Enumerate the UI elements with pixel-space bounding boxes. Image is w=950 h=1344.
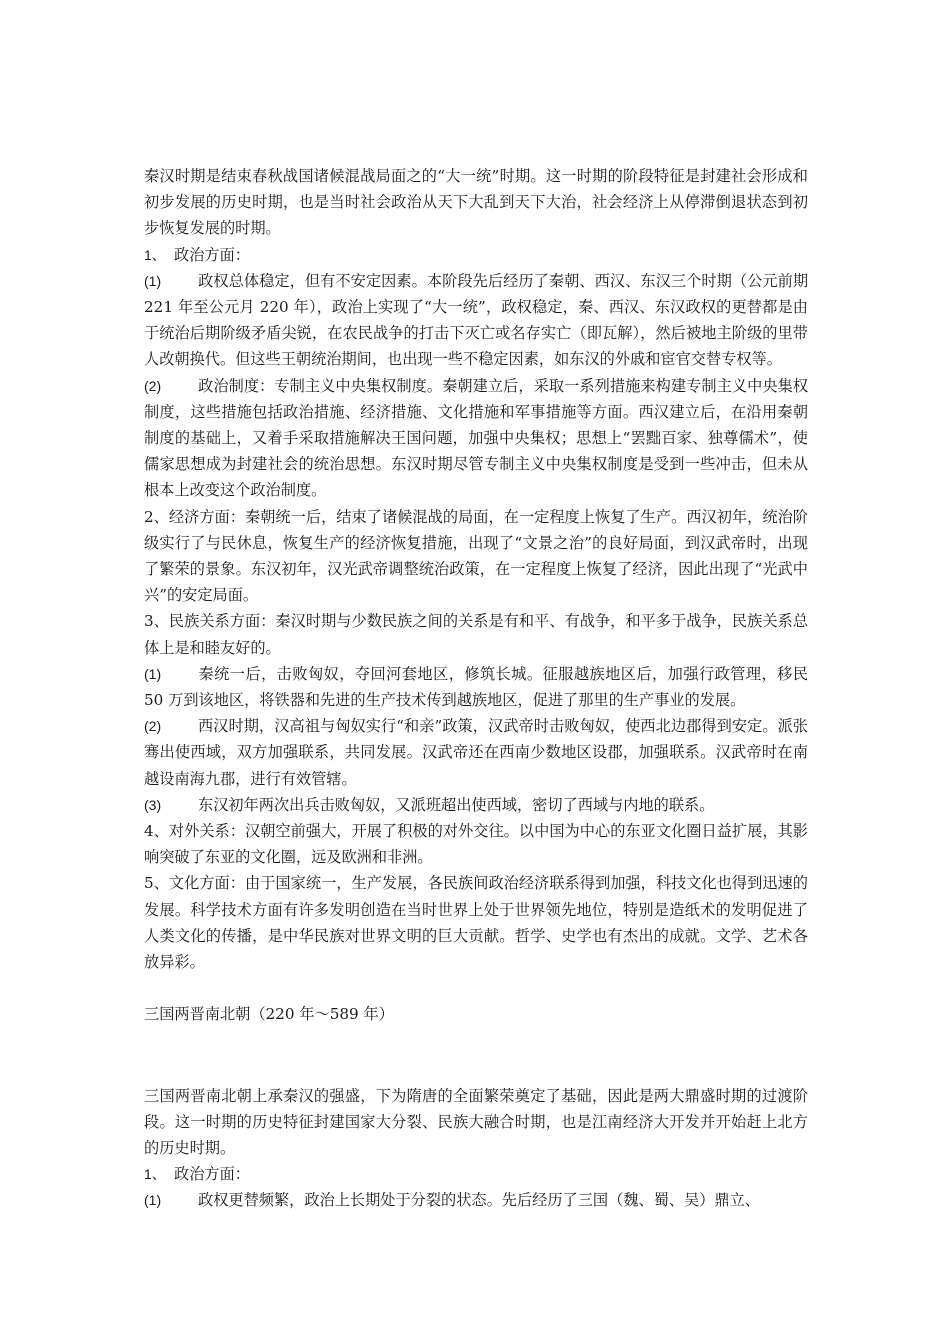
heading-number: 1、 bbox=[144, 246, 166, 263]
item-number: (1) bbox=[144, 1192, 162, 1209]
qinhan-intro: 秦汉时期是结束春秋战国诸候混战局面之的“大一统”时期。这一时期的阶段特征是封建社会形成和初步发展的历史时期，也是当时社会政治从天下大乱到天下大治，社会经济上从停滞倒退状态到初步恢复发展的时期。 bbox=[144, 167, 808, 238]
qinhan-economy: 2、经济方面：秦朝统一后，结束了诸候混战的局面，在一定程度上恢复了生产。西汉初年，统治阶级实行了与民休息，恢复生产的经济恢复措施，出现了“文景之治”的良好局面，到汉武帝时，出现了繁荣的景象。东汉初年，汉光武帝调整统治政策，在一定程度上恢复了经济，因此出现了“光武中兴”的安定局面。 bbox=[144, 507, 808, 605]
section-spacer bbox=[144, 1028, 808, 1083]
heading-number: 1、 bbox=[144, 1166, 166, 1183]
heading-text: 政治方面： bbox=[174, 1165, 250, 1184]
item-text: 东汉初年两次出兵击败匈奴，又派班超出使西域，密切了西域与内地的联系。 bbox=[198, 795, 715, 814]
heading-text: 政治方面： bbox=[174, 245, 250, 264]
item-number: (1) bbox=[144, 272, 162, 289]
sanguo-title: 三国两晋南北朝（220 年～589 年） bbox=[144, 1005, 394, 1024]
item-text: 西汉时期，汉高祖与匈奴实行“和亲”政策，汉武帝时击败匈奴，使西北边郡得到安定。派张骞出使西域，双方加强联系，共同发展。汉武帝还在西南少数地区设郡，加强联系。汉武帝时在南越设南海九郡，进行有效管辖。 bbox=[144, 717, 808, 788]
qinhan-ethnic: 3、民族关系方面：秦汉时期与少数民族之间的关系是有和平、有战争，和平多于战争，民族关系总体上是和睦友好的。 bbox=[144, 612, 808, 657]
sanguo-politics-heading bbox=[144, 1161, 808, 1187]
qinhan-foreign: 4、对外关系：汉朝空前强大，开展了积极的对外交往。以中国为中心的东亚文化圈日益扩展，其影响突破了东亚的文化圈，远及欧洲和非洲。 bbox=[144, 822, 808, 867]
item-text: 政权总体稳定，但有不安定因素。本阶段先后经历了秦朝、西汉、东汉三个时期（公元前期 221 年至公元月 220 年），政治上实现了“大一统”，政权稳定，秦、西汉、东汉政权的更替都是由于统治后期阶级矛盾尖锐，在农民战争的打击下灭亡或名存实亡（即瓦解），然后被地主阶级的里带人改朝换代。但这些王朝统治期间，也出现一些不稳定因素，如东汉的外戚和宦官交替专权等。 bbox=[144, 271, 808, 369]
item-number: (2) bbox=[144, 718, 162, 735]
sanguo-politics-item-1 bbox=[144, 1187, 808, 1213]
qinhan-ethnic-item-3 bbox=[144, 792, 808, 818]
qinhan-ethnic-item-1 bbox=[144, 661, 808, 713]
qinhan-politics-item-2 bbox=[144, 373, 808, 504]
item-text: 政治制度：专制主义中央集权制度。秦朝建立后，采取一系列措施来构建专制主义中央集权制度，这些措施包括政治措施、经济措施、文化措施和军事措施等方面。西汉建立后，在沿用秦朝制度的基础上，又着手采取措施解决王国问题，加强中央集权；思想上“罢黜百家、独尊儒术”，使儒家思想成为封建社会的统治思想。东汉时期尽管专制主义中央集权制度是受到一些冲击，但未从根本上改变这个政治制度。 bbox=[144, 376, 808, 500]
item-number: (3) bbox=[144, 796, 162, 813]
qinhan-politics-heading bbox=[144, 242, 808, 268]
document-page bbox=[144, 163, 808, 1214]
item-number: (1) bbox=[144, 665, 162, 682]
qinhan-politics-item-1 bbox=[144, 268, 808, 373]
qinhan-culture: 5、文化方面：由于国家统一，生产发展，各民族间政治经济联系得到加强，科技文化也得到迅速的发展。科学技术方面有许多发明创造在当时世界上处于世界领先地位，特别是造纸术的发明促进了人类文化的传播，是中华民族对世界文明的巨大贡献。哲学、史学也有杰出的成就。文学、艺术各放异彩。 bbox=[144, 874, 808, 972]
qinhan-ethnic-item-2 bbox=[144, 713, 808, 792]
item-text: 秦统一后，击败匈奴，夺回河套地区，修筑长城。征服越族地区后，加强行政管理，移民 50 万到该地区，将铁器和先进的生产技术传到越族地区，促进了那里的生产事业的发展。 bbox=[144, 664, 808, 710]
sanguo-intro: 三国两晋南北朝上承秦汉的强盛，下为隋唐的全面繁荣奠定了基础，因此是两大鼎盛时期的过渡阶段。这一时期的历史特征封建国家大分裂、民族大融合时期，也是江南经济大开发并开始赶上北方的历史时期。 bbox=[144, 1086, 808, 1157]
item-text: 政权更替频繁，政治上长期处于分裂的状态。先后经历了三国（魏、蜀、吴）鼎立、 bbox=[198, 1191, 760, 1210]
item-number: (2) bbox=[144, 377, 162, 394]
